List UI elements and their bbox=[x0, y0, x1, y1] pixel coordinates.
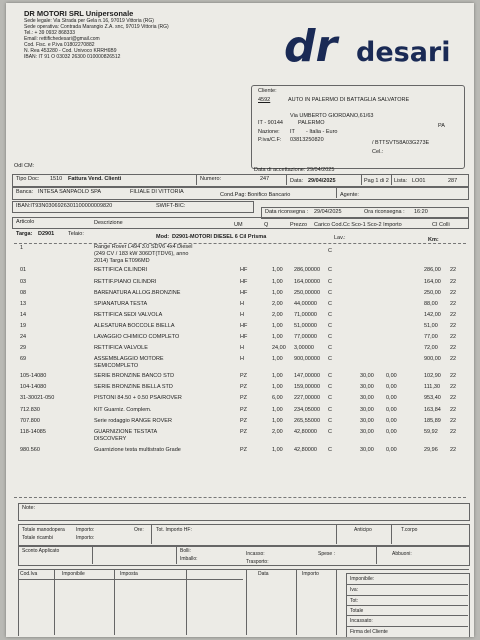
row-qty: 6,00 bbox=[272, 395, 283, 401]
row-vat: 22 bbox=[450, 279, 457, 285]
company-logo bbox=[284, 21, 464, 69]
row-total: 286,00 bbox=[424, 267, 441, 273]
row-um: PZ bbox=[240, 418, 248, 424]
scad-importo-label: Importo bbox=[302, 571, 319, 577]
table-row bbox=[18, 384, 466, 393]
row-um: PZ bbox=[240, 407, 248, 413]
row-price: 42,80000 bbox=[294, 429, 317, 435]
row-code: 29 bbox=[20, 345, 27, 351]
row-code: 118-14085 bbox=[20, 429, 46, 435]
table-row bbox=[18, 345, 466, 354]
row-total: 163,84 bbox=[424, 407, 441, 413]
row-cc: C bbox=[328, 384, 332, 390]
imposta-label: Imposta bbox=[120, 571, 138, 577]
row-vat: 22 bbox=[450, 407, 457, 413]
row-um: PZ bbox=[240, 447, 248, 453]
agente-label: Agente: bbox=[340, 192, 359, 198]
row-code: 31-30021-050 bbox=[20, 395, 55, 401]
banca-label: Banca: bbox=[16, 189, 34, 195]
client-code: 4592 bbox=[258, 97, 271, 103]
row-qty: 1,00 bbox=[272, 373, 283, 379]
svg-text:dr: dr bbox=[284, 21, 338, 69]
row-qty: 24,00 bbox=[272, 345, 286, 351]
row-total: 29,96 bbox=[424, 447, 438, 453]
data-label: Data: bbox=[290, 178, 304, 184]
client-label: Cliente: bbox=[258, 88, 277, 94]
row-code: 69 bbox=[20, 356, 27, 362]
row-vat: 22 bbox=[450, 356, 457, 362]
mod-value: D2901-MOTORI DIESEL 6 Cil Prisma bbox=[172, 234, 267, 240]
client-cf: / BTTSVT58A03G273E bbox=[372, 140, 430, 146]
row-vat: 22 bbox=[450, 312, 457, 318]
riconsegna-label: Data riconsegna : bbox=[265, 209, 309, 215]
row-cc: C bbox=[328, 301, 332, 307]
col-q: Q bbox=[264, 222, 269, 228]
table-row bbox=[18, 290, 466, 299]
tcorpo-label: T.corpo bbox=[401, 527, 418, 533]
row-um: H bbox=[240, 356, 244, 362]
row-qty: 1,00 bbox=[272, 407, 283, 413]
row-um: HF bbox=[240, 267, 248, 273]
row-sconto2: 0,00 bbox=[386, 395, 397, 401]
table-row bbox=[18, 407, 466, 416]
dr-logo-icon bbox=[284, 21, 364, 69]
logo-text: desari bbox=[356, 37, 451, 68]
client-zip: IT - 90144 bbox=[258, 120, 283, 126]
client-name: AUTO IN PALERMO DI BATTAGLIA SALVATORE bbox=[288, 97, 410, 103]
row-total: 111,30 bbox=[424, 384, 441, 390]
row-vat: 22 bbox=[450, 429, 457, 435]
col-um: UM bbox=[234, 222, 243, 228]
note-label: Note: bbox=[22, 505, 36, 511]
row-vat: 22 bbox=[450, 345, 457, 351]
tipo-doc-name: Fattura Vend. Clienti bbox=[68, 176, 122, 182]
row-total: 900,00 bbox=[424, 356, 441, 362]
row-qty: 1,00 bbox=[272, 418, 283, 424]
client-province: PA bbox=[438, 123, 445, 129]
client-piva: 03813250820 bbox=[290, 137, 324, 143]
data-value: 29/04/2025 bbox=[308, 178, 336, 184]
company-line: Tel.: + 39 0932 868333 bbox=[24, 30, 76, 36]
incassato-label: Incassato: bbox=[350, 618, 373, 624]
table-row bbox=[18, 373, 466, 382]
row-qty: 1,00 bbox=[272, 384, 283, 390]
table-row bbox=[18, 323, 466, 332]
row-qty: 1,00 bbox=[272, 447, 283, 453]
col-prezzo: Prezzo bbox=[290, 222, 308, 228]
row-desc: BARENATURA ALLOG.BRONZINE bbox=[94, 290, 181, 296]
tot-importo-hf: Tot. Importo HF: bbox=[156, 527, 192, 533]
row-qty: 1,00 bbox=[272, 290, 283, 296]
row-um: PZ bbox=[240, 384, 248, 390]
manodopera-importo: Importo: bbox=[76, 527, 95, 533]
row-vat: 22 bbox=[450, 384, 457, 390]
row-total: 88,00 bbox=[424, 301, 438, 307]
acceptance-date: Data di accettazione: 29/04/2025 bbox=[254, 167, 335, 173]
row-code: 08 bbox=[20, 290, 27, 296]
note-box bbox=[18, 503, 470, 521]
row-price: 900,00000 bbox=[294, 356, 320, 362]
row-price: 265,55000 bbox=[294, 418, 320, 424]
table-row bbox=[18, 418, 466, 427]
page-indicator: Pag 1 di 2 bbox=[364, 178, 389, 184]
row-sconto2: 0,00 bbox=[386, 429, 397, 435]
row-vat: 22 bbox=[450, 334, 457, 340]
row-vat: 22 bbox=[450, 323, 457, 329]
ora-value: 16:20 bbox=[414, 209, 428, 215]
row-desc: Serie rodaggio RANGE ROVER bbox=[94, 418, 172, 424]
row-desc: PISTONI 84.50 + 0.50 PSA/ROVER bbox=[94, 395, 182, 401]
vehicle-row-code: 1 bbox=[20, 245, 24, 251]
cond-pag: Cond.Pag: Bonifico Bancario bbox=[220, 192, 291, 198]
row-desc: LAVAGGIO CHIMICO COMPLETO bbox=[94, 334, 180, 340]
row-desc: ALESATURA BOCCOLE BIELLA bbox=[94, 323, 175, 329]
row-price: 164,00000 bbox=[294, 279, 320, 285]
row-sconto2: 0,00 bbox=[386, 407, 397, 413]
totale-label: Totale bbox=[350, 608, 364, 614]
row-price: 227,00000 bbox=[294, 395, 320, 401]
iva-side-label: Iva: bbox=[350, 587, 359, 593]
row-cc: C bbox=[328, 312, 332, 318]
manodopera-label: Totale manodopera bbox=[22, 527, 65, 533]
table-row bbox=[18, 447, 466, 456]
row-code: 19 bbox=[20, 323, 27, 329]
vehicle-cc: C bbox=[328, 248, 332, 254]
row-desc: GUARNIZIONE TESTATA bbox=[94, 429, 158, 435]
row-cc: C bbox=[328, 447, 332, 453]
row-total: 953,40 bbox=[424, 395, 441, 401]
row-qty: 2,00 bbox=[272, 429, 283, 435]
company-line: Sede operativa: Contrada Marangio Z.A. snc, 97019 Vittoria (RG) bbox=[24, 24, 169, 30]
vehicle-desc: 2014) Targa ET096MD bbox=[94, 258, 150, 264]
trasporto-label: Trasporto: bbox=[246, 559, 269, 565]
row-price: 44,00000 bbox=[294, 301, 317, 307]
row-cc: C bbox=[328, 407, 332, 413]
row-desc: DISCOVERY bbox=[94, 436, 127, 442]
iban-value: IBAN:IT93N0306926301100000009820 bbox=[16, 203, 113, 209]
row-qty: 1,00 bbox=[272, 323, 283, 329]
tipo-doc-code: 1510 bbox=[50, 176, 63, 182]
row-price: 3,00000 bbox=[294, 345, 314, 351]
row-vat: 22 bbox=[450, 301, 457, 307]
row-cc: C bbox=[328, 323, 332, 329]
row-qty: 1,00 bbox=[272, 334, 283, 340]
anticipo-label: Anticipo bbox=[354, 527, 372, 533]
row-desc: SEMICOMPLETO bbox=[94, 363, 139, 369]
company-line: Cod. Fisc. e P.iva 01802270882 bbox=[24, 42, 95, 48]
row-sconto2: 0,00 bbox=[386, 373, 397, 379]
col-descrizione: Descrizione bbox=[94, 220, 123, 226]
row-code: 980.560 bbox=[20, 447, 40, 453]
row-price: 51,00000 bbox=[294, 323, 317, 329]
row-total: 250,00 bbox=[424, 290, 441, 296]
client-nation: IT bbox=[290, 129, 295, 135]
company-line: Email: rettifichedesari@gmail.com bbox=[24, 36, 100, 42]
table-row bbox=[18, 267, 466, 276]
row-desc: RETTIFICA CILINDRI bbox=[94, 267, 148, 273]
row-sconto2: 0,00 bbox=[386, 418, 397, 424]
spese-label: Spese : bbox=[318, 551, 335, 557]
table-row bbox=[18, 429, 466, 442]
incasso-label: Incasso: bbox=[246, 551, 265, 557]
row-price: 234,05000 bbox=[294, 407, 320, 413]
row-code: 13 bbox=[20, 301, 27, 307]
lav-label: Lav.: bbox=[334, 235, 346, 241]
row-cc: C bbox=[328, 373, 332, 379]
col-articolo: Articolo bbox=[16, 219, 35, 225]
row-price: 286,00000 bbox=[294, 267, 320, 273]
row-code: 01 bbox=[20, 267, 27, 273]
table-row bbox=[18, 356, 466, 369]
tipo-doc-label: Tipo Doc: bbox=[16, 176, 40, 182]
vehicle-desc: (249 CV / 183 kW 306DT(TDV6), anno bbox=[94, 251, 189, 257]
row-desc: RETTIFICA SEDI VALVOLA bbox=[94, 312, 163, 318]
client-piva-label: P.iva/C.F: bbox=[258, 137, 282, 143]
row-vat: 22 bbox=[450, 447, 457, 453]
row-total: 185,89 bbox=[424, 418, 441, 424]
row-desc: Guarnizione testa multistrato Grade bbox=[94, 447, 181, 453]
row-cc: C bbox=[328, 267, 332, 273]
row-um: HF bbox=[240, 323, 248, 329]
row-sconto1: 30,00 bbox=[360, 447, 374, 453]
row-sconto1: 30,00 bbox=[360, 429, 374, 435]
row-code: 105-14080 bbox=[20, 373, 47, 379]
numero-value: 247 bbox=[260, 176, 270, 182]
row-total: 72,00 bbox=[424, 345, 438, 351]
row-sconto1: 30,00 bbox=[360, 395, 374, 401]
telaio-label: Telaio: bbox=[68, 231, 84, 237]
col-ci: CI Colli bbox=[432, 222, 450, 228]
row-desc: KIT Guarniz. Complem. bbox=[94, 407, 152, 413]
filiale-value: FILIALE DI VITTORIA bbox=[130, 189, 184, 195]
row-price: 71,00000 bbox=[294, 312, 317, 318]
row-sconto1: 30,00 bbox=[360, 384, 374, 390]
row-um: PZ bbox=[240, 395, 248, 401]
row-total: 51,00 bbox=[424, 323, 438, 329]
row-vat: 22 bbox=[450, 290, 457, 296]
row-cc: C bbox=[328, 290, 332, 296]
vehicle-desc: Range Rover L494 3.0 SDV6 4x4 Diesel bbox=[94, 244, 193, 250]
riconsegna-date: 29/04/2025 bbox=[314, 209, 342, 215]
row-um: PZ bbox=[240, 429, 248, 435]
lista-value: LO01 bbox=[412, 178, 426, 184]
row-desc: RETTIFICA VALVOLE bbox=[94, 345, 148, 351]
row-code: 712.830 bbox=[20, 407, 40, 413]
row-cc: C bbox=[328, 345, 332, 351]
row-total: 102,90 bbox=[424, 373, 441, 379]
row-cc: C bbox=[328, 429, 332, 435]
row-um: HF bbox=[240, 279, 248, 285]
row-code: 707.800 bbox=[20, 418, 40, 424]
row-qty: 1,00 bbox=[272, 356, 283, 362]
row-code: 24 bbox=[20, 334, 27, 340]
numero-label: Numero: bbox=[200, 176, 222, 182]
row-code: 104-14080 bbox=[20, 384, 47, 390]
company-line: IBAN: IT 91 O 03032 26300 010000826512 bbox=[24, 54, 121, 60]
company-line: N. Rea 453280 - Cod. Univoco KRRH6B9 bbox=[24, 48, 117, 54]
lista-number: 287 bbox=[448, 178, 458, 184]
ricambi-importo: Importo: bbox=[76, 535, 95, 541]
row-price: 147,00000 bbox=[294, 373, 320, 379]
row-price: 77,00000 bbox=[294, 334, 317, 340]
company-name: DR MOTORI SRL Unipersonale bbox=[24, 9, 134, 18]
row-um: HF bbox=[240, 334, 248, 340]
ricambi-label: Totale ricambi bbox=[22, 535, 53, 541]
odl-label: Odl CM: bbox=[14, 163, 35, 169]
imballo-label: Imballo: bbox=[180, 556, 198, 562]
row-um: HF bbox=[240, 290, 248, 296]
bolli-label: Bolli: bbox=[180, 548, 191, 554]
client-cel-label: Cel.: bbox=[372, 149, 384, 155]
row-cc: C bbox=[328, 418, 332, 424]
row-desc: SERIE BRONZINE BIELLA STD bbox=[94, 384, 173, 390]
row-total: 77,00 bbox=[424, 334, 438, 340]
row-um: H bbox=[240, 312, 244, 318]
row-qty: 2,00 bbox=[272, 312, 283, 318]
row-price: 250,00000 bbox=[294, 290, 320, 296]
row-desc: SERIE BRONZINE BANCO STD bbox=[94, 373, 175, 379]
swift-label: SWIFT-BIC: bbox=[156, 203, 186, 209]
table-row bbox=[18, 312, 466, 321]
table-row bbox=[18, 301, 466, 310]
row-vat: 22 bbox=[450, 395, 457, 401]
row-qty: 2,00 bbox=[272, 301, 283, 307]
row-desc: ASSEMBLAGGIO MOTORE bbox=[94, 356, 164, 362]
client-nation-label: Nazione: bbox=[258, 129, 280, 135]
ora-label: Ora riconsegna : bbox=[364, 209, 405, 215]
row-um: H bbox=[240, 301, 244, 307]
firma-label: Firma del Cliente bbox=[350, 629, 388, 635]
client-nation-desc: - Italia - Euro bbox=[306, 129, 338, 135]
impon-side-label: Imponibile: bbox=[350, 576, 375, 582]
table-row bbox=[18, 395, 466, 404]
row-vat: 22 bbox=[450, 267, 457, 273]
row-sconto1: 30,00 bbox=[360, 418, 374, 424]
ore-label: Ore: bbox=[134, 527, 144, 533]
col-rest: Carico Cod.Cc Sco-1 Sco-2 Importo bbox=[314, 222, 402, 228]
row-qty: 1,00 bbox=[272, 267, 283, 273]
row-total: 142,00 bbox=[424, 312, 441, 318]
row-cc: C bbox=[328, 356, 332, 362]
mod-label: Mod: bbox=[156, 234, 170, 240]
codiva-label: Cod.Iva bbox=[20, 571, 38, 577]
table-row bbox=[18, 279, 466, 288]
row-total: 59,92 bbox=[424, 429, 438, 435]
row-qty: 1,00 bbox=[272, 279, 283, 285]
lista-label: Lista: bbox=[394, 178, 408, 184]
row-desc: SPIANATURA TESTA bbox=[94, 301, 148, 307]
abbuoni-label: Abbuoni: bbox=[392, 551, 412, 557]
row-desc: RETTIF.PIANO CILINDRI bbox=[94, 279, 157, 285]
tot-side-label: Tot: bbox=[350, 598, 359, 604]
imponibile-label: Imponibile bbox=[62, 571, 85, 577]
row-code: 03 bbox=[20, 279, 27, 285]
row-vat: 22 bbox=[450, 373, 457, 379]
row-um: H bbox=[240, 345, 244, 351]
row-sconto2: 0,00 bbox=[386, 447, 397, 453]
sconto-label: Sconto Applicato bbox=[22, 548, 60, 554]
table-row bbox=[18, 334, 466, 343]
row-total: 164,00 bbox=[424, 279, 441, 285]
row-sconto1: 30,00 bbox=[360, 407, 374, 413]
client-city: PALERMO bbox=[298, 120, 325, 126]
targa-label: Targa: bbox=[16, 231, 33, 237]
client-address: Via UMBERTO GIORDANO,61/63 bbox=[290, 113, 374, 119]
km-label: Km: bbox=[428, 237, 439, 243]
row-sconto1: 30,00 bbox=[360, 373, 374, 379]
row-cc: C bbox=[328, 334, 332, 340]
row-price: 159,00000 bbox=[294, 384, 320, 390]
row-vat: 22 bbox=[450, 418, 457, 424]
row-cc: C bbox=[328, 395, 332, 401]
banca-value: INTESA SANPAOLO SPA bbox=[38, 189, 102, 195]
row-um: PZ bbox=[240, 373, 248, 379]
row-price: 42,80000 bbox=[294, 447, 317, 453]
targa-value: D2901 bbox=[38, 231, 55, 237]
invoice-page bbox=[6, 3, 474, 637]
company-line: Sede legale: Via Strada per Gela n.16, 97019 Vittoria (RG) bbox=[24, 18, 154, 24]
row-code: 14 bbox=[20, 312, 27, 318]
row-cc: C bbox=[328, 279, 332, 285]
row-sconto2: 0,00 bbox=[386, 384, 397, 390]
scad-data-label: Data bbox=[258, 571, 269, 577]
